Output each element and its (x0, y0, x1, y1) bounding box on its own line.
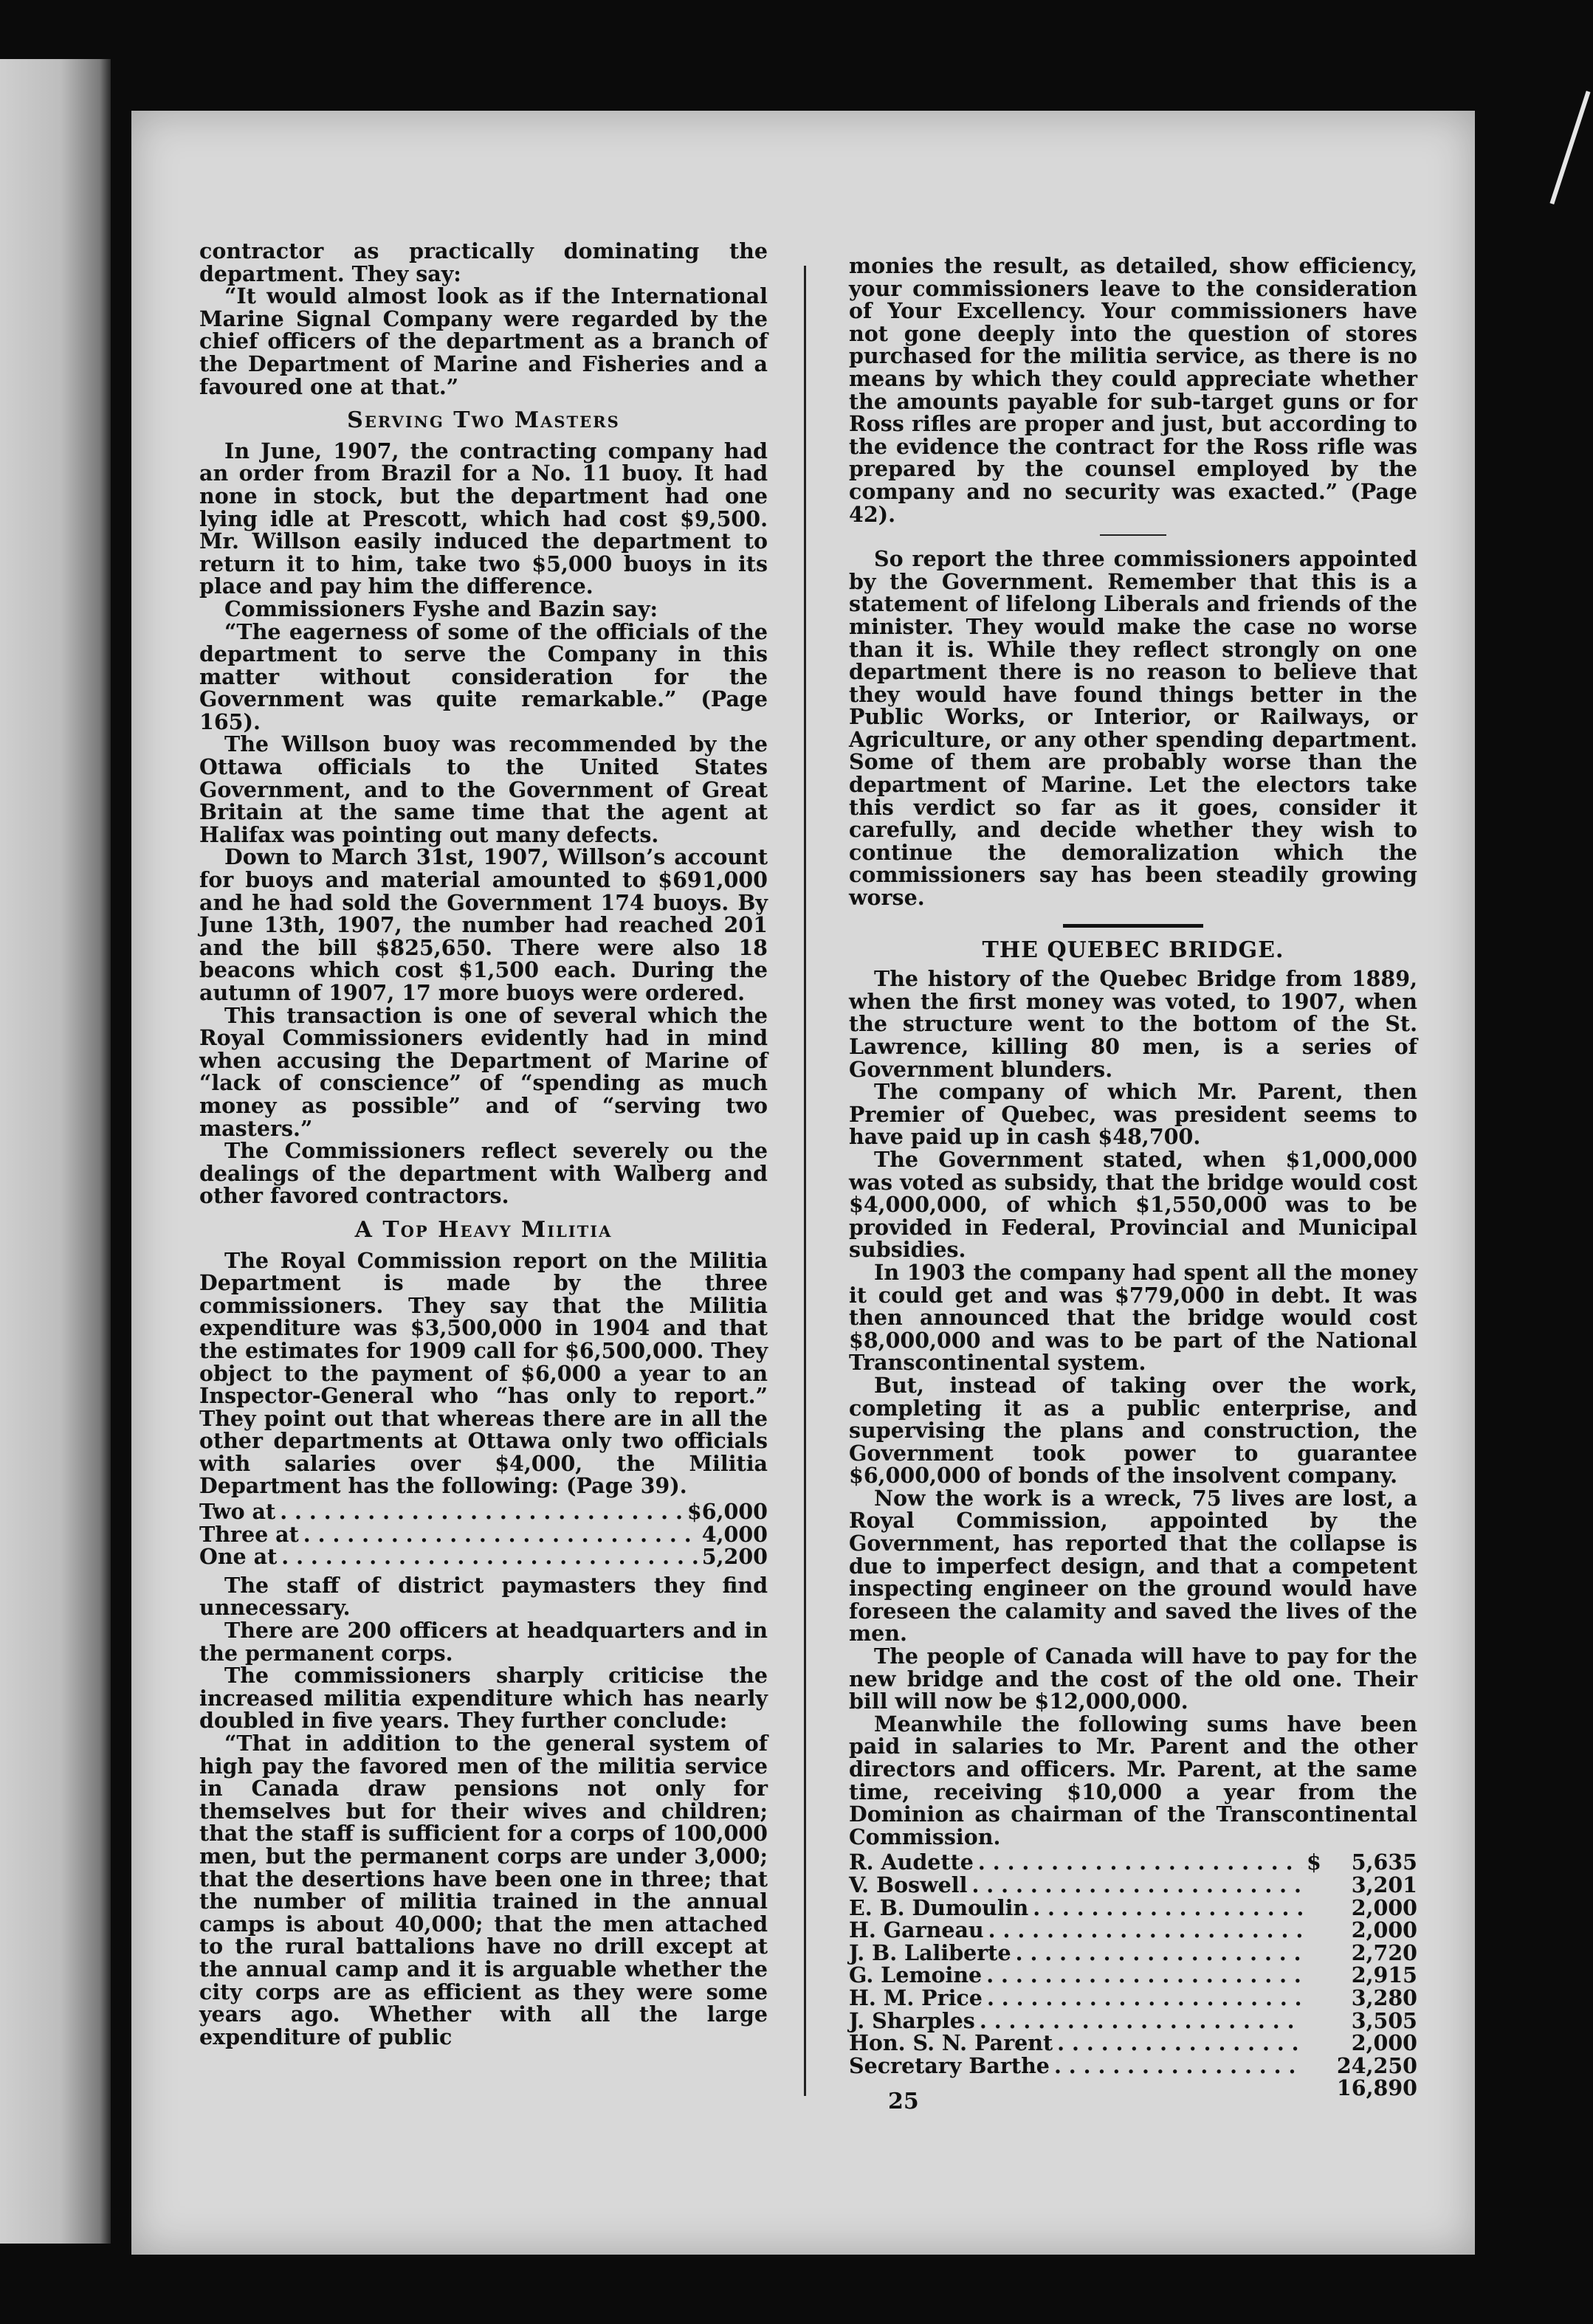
page-number: 25 (888, 2089, 919, 2114)
payment-amount: 5,635 (1351, 1849, 1417, 1875)
payment-amount: 3,505 (1351, 2007, 1417, 2033)
leader-dots (971, 1874, 1302, 1897)
payment-amount: 2,915 (1351, 1962, 1417, 1988)
salary-label: Two at (199, 1499, 276, 1525)
paragraph: This transaction is one of several which the Royal Commissioners evidently had in mind when accusing the Department of Marine of “lack of conscience” of “spending as much money as possible” and of “serving two masters.” (199, 1002, 768, 1141)
paragraph: The people of Canada will have to pay for the new bridge and the cost of the old one. Their bill will now be $12,000,000. (849, 1644, 1417, 1714)
table-row (849, 1874, 1417, 1897)
table-row (849, 2052, 1417, 2078)
right-column (849, 255, 1417, 2106)
table-row (849, 1919, 1417, 1942)
payment-amount: 24,250 (1336, 2052, 1417, 2078)
column-divider (804, 266, 806, 2096)
leader-dots (980, 2010, 1302, 2032)
payee-name: Secretary Barthe (849, 2052, 1050, 2078)
paragraph: In 1903 the company had spent all the money it could get and was $779,000 in debt. It was then announced that the bridge would cost $8,000,000 and was to be part of the National Transcontinental system. (849, 1259, 1417, 1376)
paragraph: In June, 1907, the contracting company had an order from Brazil for a No. 11 buoy. It had none in stock, but the department had one lying idle at Prescott, which had cost $9,500. Mr. Willson easily induced the department to return it to him, take two $5,000 buoys in its place and pay him the difference. (199, 438, 768, 599)
leader-dots (978, 1851, 1302, 1874)
paragraph: The company of which Mr. Parent, then Premier of Quebec, was president seems to have paid up in cash $48,700. (849, 1079, 1417, 1150)
paragraph: The staff of district paymasters they find unnecessary. (199, 1572, 768, 1621)
payee-name: G. Lemoine (849, 1962, 983, 1988)
paragraph: The Government stated, when $1,000,000 was voted as subsidy, that the bridge would cost $4,000,000, of which $1,550,000 was to be provided in Federal, Provincial and Municipal subsidies. (849, 1146, 1417, 1263)
payment-amount: 3,201 (1351, 1872, 1417, 1897)
payment-amount: 3,280 (1351, 1985, 1417, 2010)
paragraph: contractor as practically dominating the department. They say: (199, 238, 768, 286)
section-heading: A Top Heavy Militia (354, 1216, 613, 1243)
paragraph: Down to March 31st, 1907, Willson’s account for buoys and material amounted to $691,000 and he had sold the Government 174 buoys. By June 13th, 1907, the number had reached 201 and the bill $825,650. There were also 18 beacons which cost $1,500 each. During the autumn of 1907, 17 more buoys were ordered. (199, 844, 768, 1005)
leader-dots (1057, 2032, 1302, 2055)
table-row (849, 1894, 1417, 1920)
salary-label: Three at (199, 1521, 299, 1547)
facing-page-edge (0, 59, 111, 2244)
table-row (199, 1500, 768, 1523)
section-heading: Serving Two Masters (347, 407, 620, 434)
scan-mark (1549, 91, 1590, 204)
salary-amount: 4,000 (701, 1521, 768, 1547)
paragraph: “It would almost look as if the International Marine Signal Company were regarded by the chief officers of the department as a branch of the Department of Marine and Fisheries and a favoured one at that.” (199, 283, 768, 399)
table-row (849, 1851, 1417, 1874)
leader-dots (988, 1919, 1302, 1942)
payment-amount: 2,000 (1351, 2030, 1417, 2056)
paragraph: But, instead of taking over the work, completing it as a public enterprise, and supervising the plans and construction, the Government took power to guarantee $6,000,000 of bonds of the insolvent company. (849, 1372, 1417, 1489)
paragraph: Now the work is a wreck, 75 lives are lost, a Royal Commission, appointed by the Government, has reported that the collapse is due to imperfect design, and that a competent inspecting engineer on the ground would have foreseen the calamity and saved the lives of the men. (849, 1485, 1417, 1647)
payments-table (849, 1851, 1417, 2100)
paragraph: There are 200 officers at headquarters and in the permanent corps. (199, 1618, 768, 1666)
leader-dots (987, 1987, 1302, 2010)
payee-name: J. B. Laliberte (849, 1939, 1011, 1965)
paragraph: The commissioners sharply criticise the increased militia expenditure which has nearly doubled in five years. They further conclude: (199, 1663, 768, 1734)
salary-amount: 5,200 (701, 1544, 768, 1570)
leader-dots (1033, 1897, 1302, 1920)
paragraph: Commissioners Fyshe and Bazin say: (224, 596, 658, 621)
payment-amount: 2,000 (1351, 1917, 1417, 1943)
payee-name: V. Boswell (849, 1872, 968, 1897)
salary-table (199, 1500, 768, 1568)
paragraph: So report the three commissioners appointed by the Government. Remember that this is a statement of lifelong Liberals and friends of the minister. They would make the case no worse than it is. While they reflect strongly on one department there is no reason to believe that they would have found things better in the Public Works, or Interior, or Railways, or Agriculture, or any other spending department. Some of them are probably worse than the department of Marine. Let the electors take this verdict so far as it goes, consider it carefully, and decide whether they wish to continue the demoralization which the commissioners say has been steadily growing worse. (849, 546, 1417, 911)
table-row (849, 1964, 1417, 1987)
document-page (131, 111, 1475, 2255)
paragraph: The history of the Quebec Bridge from 1889, when the first money was voted, to 1907, when the structure went to the bottom of the St. Lawrence, killing 80 men, is a series of Government blunders. (849, 966, 1417, 1082)
paragraph: monies the result, as detailed, show efficiency, your commissioners leave to the consideration of Your Excellency. Your commissioners have not gone deeply into the question of stores purchased for the militia service, as there is no means by which they could appreciate whether the amounts payable for sub-target guns or for Ross rifles are proper and just, but according to the evidence the contract for the Ross rifle was prepared by the counsel employed by the company and no security was exacted.” (Page 42). (849, 253, 1417, 527)
payee-name: Hon. S. N. Parent (849, 2030, 1053, 2056)
leader-dots (986, 1964, 1302, 1987)
paragraph: “The eagerness of some of the officials of the department to serve the Company in this matter without consideration for the Government was quite remarkable.” (Page 165). (199, 618, 768, 734)
paragraph: The Commissioners reflect severely ou the dealings of the department with Walberg and other favored contractors. (199, 1138, 768, 1209)
payee-name: H. M. Price (849, 1985, 983, 2010)
salary-label: One at (199, 1544, 278, 1570)
table-row (199, 1545, 768, 1568)
payee-name: H. Garneau (849, 1917, 984, 1943)
table-row (849, 1939, 1417, 1965)
table-row (849, 2077, 1417, 2100)
payee-name: E. B. Dumoulin (849, 1894, 1029, 1920)
leader-dots (303, 1523, 698, 1546)
payment-amount: 2,000 (1351, 1894, 1417, 1920)
table-row (849, 2007, 1417, 2033)
leader-dots (1016, 1942, 1302, 1965)
payee-name: R. Audette (849, 1849, 974, 1875)
leader-dots (281, 1545, 698, 1568)
left-column (199, 240, 768, 2048)
paragraph: Meanwhile the following sums have been paid in salaries to Mr. Parent and the other directors and officers. Mr. Parent, at the same time, receiving $10,000 a year from the Dominion as chairman of the Transcontinental Commission. (849, 1711, 1417, 1849)
section-heading: THE QUEBEC BRIDGE. (982, 937, 1284, 963)
paragraph: The Royal Commission report on the Militia Department is made by the three commissioners. They say that the Militia expenditure was $3,500,000 in 1904 and that the estimates for 1909 call for $6,500,000. They object to the payment of $6,000 a year to an Inspector-General who “has only to report.” They point out that whereas there are in all the other departments at Ottawa only two officials with salaries over $4,000, the Militia Department has the following: (Page 39). (199, 1247, 768, 1499)
payment-amount: 2,720 (1351, 1939, 1417, 1965)
heading-rule (1063, 924, 1203, 928)
paragraph: “That in addition to the general system of high pay the favored men of the militia service in Canada draw pensions not only for themselves but for their wives and children; that the staff is sufficient for a corps of 100,000 men, but the permanent corps are under 3,000; that the desertions have been one in three; that the number of militia trained in the annual camps is about 40,000; that the men attached to the rural battalions have no drill except at the annual camp and it is arguable whether the city corps are as efficient as they were some years ago. Whether with all the large expenditure of public (199, 1731, 768, 2049)
table-row (199, 1523, 768, 1546)
currency-symbol: $ (1307, 1849, 1321, 1875)
salary-amount: $6,000 (687, 1499, 768, 1525)
payee-name: J. Sharples (849, 2007, 975, 2033)
leader-dots (280, 1500, 683, 1523)
paragraph: The Willson buoy was recommended by the Ottawa officials to the United States Government, and to the Government of Great Britain at the same time that the agent at Halifax was pointing out many defects. (199, 731, 768, 847)
table-row (849, 1987, 1417, 2010)
table-row (849, 2032, 1417, 2055)
leader-dots (1054, 2055, 1302, 2078)
section-rule (1100, 534, 1166, 536)
payment-amount: 16,890 (1336, 2075, 1417, 2101)
